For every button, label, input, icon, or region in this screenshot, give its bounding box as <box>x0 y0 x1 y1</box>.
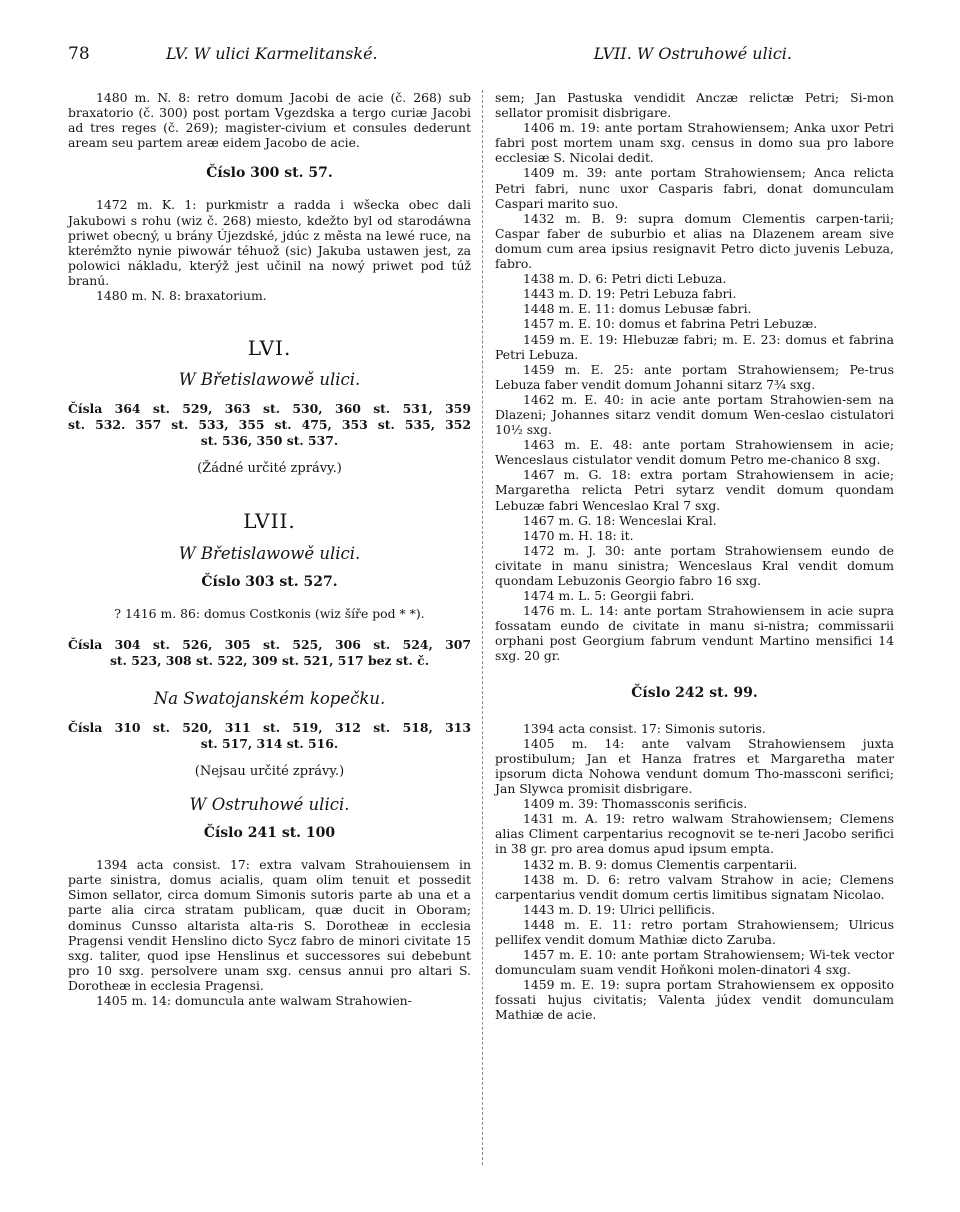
entry-paragraph: 1472 m. J. 30: ante portam Strahowiensem eundo de civitate in manu sinistra; Wenceslaus Kral vendit domum quondam Lebuzonis Georgio fabro 16 sxg. <box>495 542 894 588</box>
entry-paragraph: 1463 m. E. 48: ante portam Strahowiensem in acie; Wenceslaus cistulator vendit domum Petro me-chanico 8 sxg. <box>495 437 894 468</box>
running-head <box>68 44 792 68</box>
entry-paragraph: 1459 m. E. 19: Hlebuzæ fabri; m. E. 23: domus et fabrina Petri Lebuza. <box>495 331 894 362</box>
section-number: LVII. <box>243 509 296 534</box>
house-numbers-line: Čísla 304 st. 526, 305 st. 525, 306 st. 524, 307 <box>68 636 471 652</box>
house-numbers-line: st. 517, 314 st. 516. <box>200 735 339 751</box>
entry-paragraph: 1409 m. 39: Thomassconis serificis. <box>523 796 748 812</box>
entry-paragraph: 1459 m. E. 19: supra portam Strahowiensem ex opposito fossati hujus civitatis; Valenta júdex vendit domunculam Mathiæ de acie. <box>495 977 894 1023</box>
street-heading: W Břetislawowě ulici. <box>178 543 361 563</box>
street-heading: W Ostruhowé ulici. <box>189 794 350 814</box>
entry-paragraph: 1443 m. D. 19: Petri Lebuza fabri. <box>523 286 737 302</box>
house-numbers-line: Čísla 310 st. 520, 311 st. 519, 312 st. 518, 313 <box>68 719 471 735</box>
entry-paragraph: 1448 m. E. 11: domus Lebusæ fabri. <box>523 301 752 317</box>
note: (Nejsau určité zprávy.) <box>194 763 345 779</box>
entry-paragraph: 1405 m. 14: ante valvam Strahowiensem juxta prostibulum; Jan et Hanza fratres et Margaretha mater ipsorum dicta Nohowa vendunt domum Tho-massconi serifici; Jan Slywca promisit disbrigare. <box>495 735 894 797</box>
house-numbers-line: st. 536, 350 st. 537. <box>200 433 339 449</box>
column-divider <box>482 90 483 1165</box>
entry-paragraph: 1438 m. D. 6: retro valvam Strahow in acie; Clemens carpentarius vendit domum certis limitibus signatam Nicolao. <box>495 871 894 902</box>
entry-paragraph: 1448 m. E. 11: retro portam Strahowiensem; Ulricus pellifex vendit domum Mathiæ dicto Zaruba. <box>495 916 894 947</box>
entry-paragraph: 1406 m. 19: ante portam Strahowiensem; Anka uxor Petri fabri post mortem unam sxg. census in domo sua pro labore ecclesiæ S. Nicolai dedit. <box>495 120 894 166</box>
entry-paragraph: 1457 m. E. 10: ante portam Strahowiensem; Wi-tek vector domunculam suam vendit Hoňkoni molen-dinatori 4 sxg. <box>495 947 894 978</box>
entry-paragraph: 1457 m. E. 10: domus et fabrina Petri Lebuzæ. <box>523 316 818 332</box>
entry-paragraph: 1409 m. 39: ante portam Strahowiensem; Anca relicta Petri fabri, nunc uxor Casparis fabri, donat domunculam Caspari marito suo. <box>495 165 894 211</box>
entry-paragraph: 1472 m. K. 1: purkmistr a radda i wšecka obec dali Jakubowi s rohu (wiz č. 268) miesto, kdežto byl od starodáwna priwet obecný, u brány Újezdské, jdúc z města na lewé ruce, na kterémžto nynie piwowár téhuož (sic) Jakuba ustawen jest, za polowici nákladu, kterýž jest učinil na nowý priwet pod túž branú. <box>68 197 471 288</box>
entry-paragraph: 1394 acta consist. 17: Simonis sutoris. <box>523 720 766 736</box>
left-running-title: LV. W ulici Karmelitanské. <box>166 44 378 63</box>
house-numbers-line: st. 532. 357 st. 533, 355 st. 475, 353 st. 535, 352 <box>68 417 471 433</box>
entry-paragraph: 1480 m. N. 8: retro domum Jacobi de acie (č. 268) sub braxatorio (č. 300) post portam Vgezdska a tergo curiæ Jacobi ad tres reges (č. 269); magister-civium et consules dederunt aream seu partem areæ eidem Jacobo de acie. <box>68 90 471 151</box>
entry-paragraph: 1394 acta consist. 17: extra valvam Strahouiensem in parte sinistra, domus acialis, quam olim tenuit et possedit Simon sellator, circa domum Simonis sutoris parte ab una et a parte alia circa stratam publicam, quæ ducit in Oboram; dominus Cunsso altarista alta-ris S. Dorotheæ in ecclesia Pragensi vendit Henslino dicto Sycz fabro de minori civitate 15 sxg. taliter, quod ipse Henslinus et successores sui debebunt pro 10 sxg. persolvere unam sxg. census annui pro altari S. Dorotheæ in ecclesia Pragensi. <box>68 857 471 993</box>
house-numbers-line: st. 523, 308 st. 522, 309 st. 521, 517 bez st. č. <box>109 652 430 668</box>
entry-paragraph: 1432 m. B. 9: supra domum Clementis carpen-tarii; Caspar faber de suburbio et alias na Dlazenem aream sive domum cum area ipsius resignavit Petro dicto juvenis Lebuza, fabro. <box>495 210 894 272</box>
entry-paragraph: 1443 m. D. 19: Ulrici pellificis. <box>523 901 716 917</box>
entry-paragraph: 1462 m. E. 40: in acie ante portam Strahowien-sem na Dlazeni; Johannes sitarz vendit domum Wen-ceslao cistulatori 10½ sxg. <box>495 391 894 438</box>
right-column <box>495 90 894 1023</box>
section-number: LVI. <box>247 336 292 361</box>
house-numbers-line: Čísla 364 st. 529, 363 st. 530, 360 st. 531, 359 <box>68 401 471 417</box>
house-number-heading: Číslo 242 st. 99. <box>631 684 758 701</box>
entry-paragraph: 1405 m. 14: domuncula ante walwam Strahowien- <box>96 993 412 1008</box>
entry-paragraph: 1467 m. G. 18: Wenceslai Kral. <box>523 512 717 528</box>
entry-paragraph: 1470 m. H. 18: it. <box>523 527 634 543</box>
entry-paragraph: ? 1416 m. 86: domus Costkonis (wiz šíře pod * *). <box>114 605 425 621</box>
entry-paragraph: 1431 m. A. 19: retro walwam Strahowiensem; Clemens alias Climent carpentarius recognovit se te-neri Jacobo serifici in 38 gr. pro area domus apud ipsum empta. <box>495 811 894 857</box>
entry-paragraph: 1432 m. B. 9: domus Clementis carpentarii. <box>523 856 798 872</box>
entry-paragraph: 1480 m. N. 8: braxatorium. <box>96 288 267 304</box>
entry-paragraph: 1474 m. L. 5: Georgii fabri. <box>523 588 695 604</box>
entry-paragraph: 1459 m. E. 25: ante portam Strahowiensem; Pe-trus Lebuza faber vendit domum Johanni sitarz 7¾ sxg. <box>495 361 894 392</box>
street-heading: Na Swatojanském kopečku. <box>153 688 386 708</box>
note: (Žádné určité zprávy.) <box>197 461 342 477</box>
house-number-heading: Číslo 300 st. 57. <box>206 165 333 182</box>
house-number-heading: Číslo 241 st. 100 <box>203 825 336 842</box>
entry-paragraph: 1438 m. D. 6: Petri dicti Lebuza. <box>523 271 727 287</box>
street-heading: W Břetislawowě ulici. <box>178 370 361 390</box>
entry-paragraph: 1476 m. L. 14: ante portam Strahowiensem in acie supra fossatam eundo de civitate in manu si-nistra; commissarii orphani post Georgium fabrum vendunt Martino mensifici 14 sxg. 20 gr. <box>495 603 894 664</box>
page-number: 78 <box>68 44 90 64</box>
house-number-heading: Číslo 303 st. 527. <box>201 573 338 590</box>
left-column <box>68 90 471 1008</box>
entry-paragraph: 1467 m. G. 18: extra portam Strahowiensem in acie; Margaretha relicta Petri sytarz vendit domum quondam Lebuzæ fabri Wenceslao Kral 7 sxg. <box>495 467 894 513</box>
entry-paragraph: sem; Jan Pastuska vendidit Anczæ relictæ Petri; Si-mon sellator promisit disbrigare. <box>495 90 894 121</box>
right-running-title: LVII. W Ostruhowé ulici. <box>593 44 792 63</box>
